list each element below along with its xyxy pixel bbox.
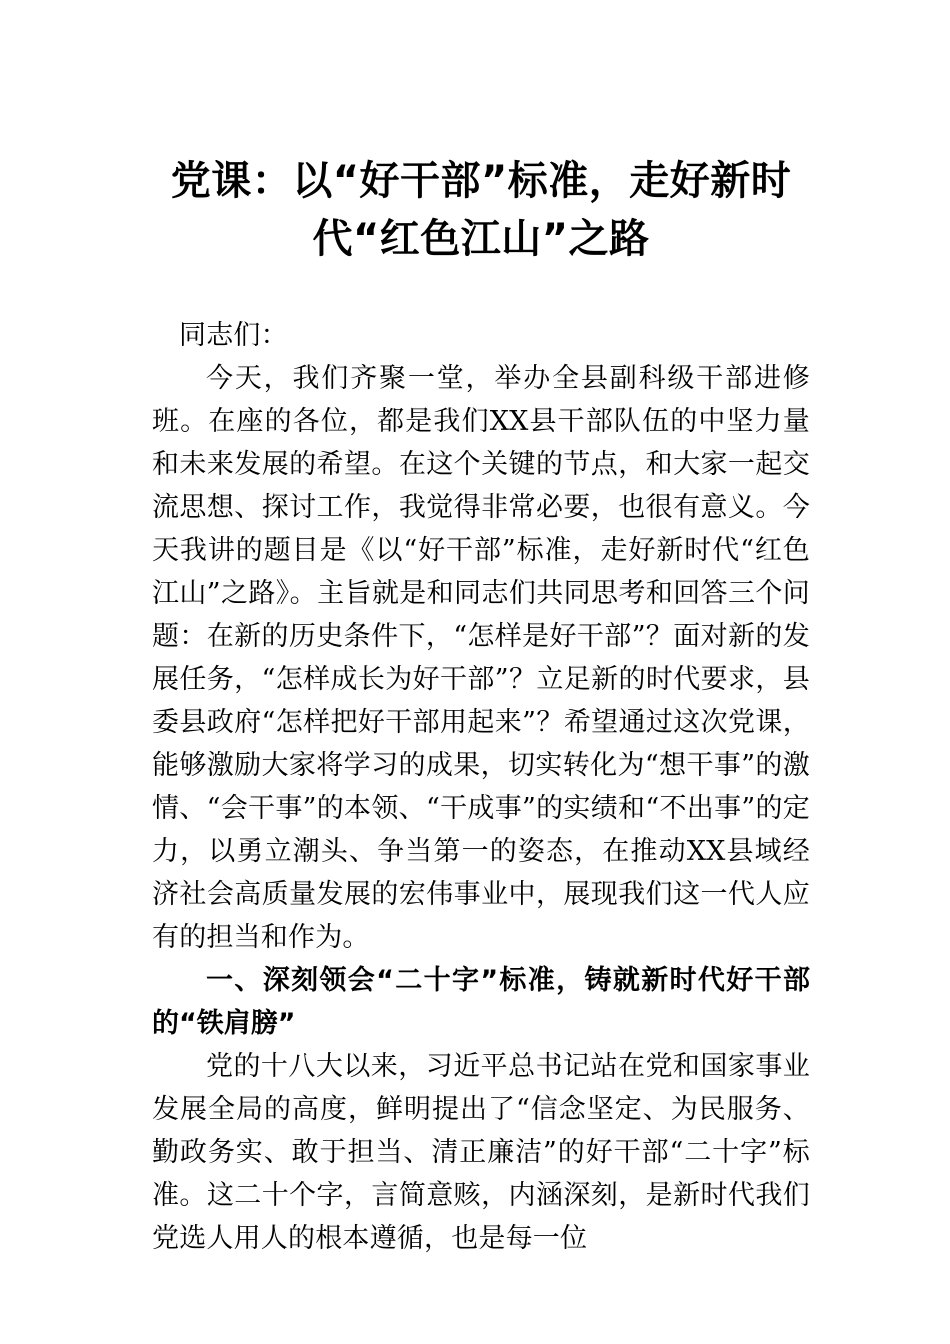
- page-title: [152, 0, 810, 268]
- salutation: 同志们：: [179, 320, 288, 351]
- page-title-line-2: 代“红色江山”之路: [312, 216, 650, 262]
- paragraph-section-1-body-1: 党的十八大以来，习近平总书记站在党和国家事业发展全局的高度，鲜明提出了“信念坚定、为民服务、勤政务实、敢于担当、清正廉洁”的好干部“二十字”标准。这二十个字，言简意赅，内涵深刻，是新时代我们党选人用人的根本遵循，也是每一位: [152, 1051, 810, 1254]
- section-heading-1: 一、深刻领会“二十字”标准，铸就新时代好干部的“铁肩膀”: [152, 965, 810, 1039]
- paragraph-intro: 今天，我们齐聚一堂，举办全县副科级干部进修班。在座的各位，都是我们XX县干部队伍的中坚力量和未来发展的希望。在这个关键的节点，和大家一起交流思想、探讨工作，我觉得非常必要，也很有意义。今天我讲的题目是《以“好干部”标准，走好新时代“红色江山”之路》。主旨就是和同志们共同思考和回答三个问题：在新的历史条件下，“怎样是好干部”？面对新的发展任务，“怎样成长为好干部”？立足新的时代要求，县委县政府“怎样把好干部用起来”？希望通过这次党课，能够激励大家将学习的成果，切实转化为“想干事”的激情、“会干事”的本领、“干成事”的实绩和“不出事”的定力，以勇立潮头、争当第一的姿态，在推动XX县域经济社会高质量发展的宏伟事业中，展现我们这一代人应有的担当和作为。: [152, 363, 810, 953]
- title-body-spacer: [152, 268, 810, 314]
- document-content-column: [152, 0, 810, 1260]
- page-title-line-1: 党课：以“好干部”标准，走好新时: [170, 158, 792, 204]
